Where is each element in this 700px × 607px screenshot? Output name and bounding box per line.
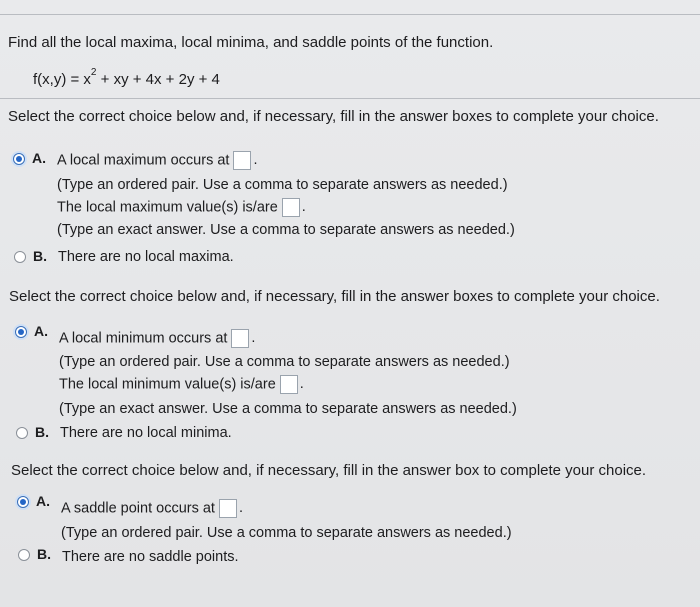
maxima-a-line3 xyxy=(57,198,306,217)
function-lhs: f(x,y) = x xyxy=(33,71,91,88)
radio-maxima-a[interactable] xyxy=(13,153,25,165)
period: . xyxy=(301,199,306,216)
choice-letter-b: B. xyxy=(33,248,47,264)
instruction-maxima: Select the correct choice below and, if necessary, fill in the answer boxes to complete your choice. xyxy=(8,108,659,125)
period: . xyxy=(253,152,258,169)
maxima-a-hint2: (Type an exact answer. Use a comma to separate answers as needed.) xyxy=(57,222,515,238)
local-min-value-input[interactable] xyxy=(280,375,298,394)
period: . xyxy=(299,376,304,393)
choice-letter-b: B. xyxy=(35,424,49,440)
minima-a-line3 xyxy=(59,375,304,394)
saddle-point-input[interactable] xyxy=(219,499,237,518)
radio-saddle-b[interactable] xyxy=(18,549,30,561)
local-min-point-input[interactable] xyxy=(231,329,249,348)
local-max-value-input[interactable] xyxy=(282,198,300,217)
saddle-b-text: There are no saddle points. xyxy=(62,549,239,565)
choice-letter-a: A. xyxy=(34,323,48,339)
radio-minima-b[interactable] xyxy=(16,427,28,439)
local-max-point-input[interactable] xyxy=(233,151,251,170)
minima-a-text: A local minimum occurs at xyxy=(59,330,228,347)
top-divider xyxy=(0,14,700,15)
choice-letter-a: A. xyxy=(32,150,46,166)
minima-a-line1 xyxy=(59,329,255,348)
minima-a-hint2: (Type an exact answer. Use a comma to separate answers as needed.) xyxy=(59,401,517,417)
saddle-a-hint1: (Type an ordered pair. Use a comma to separate answers as needed.) xyxy=(61,525,512,541)
function-rhs: + xy + 4x + 2y + 4 xyxy=(96,71,220,88)
radio-minima-a[interactable] xyxy=(15,326,27,338)
choice-letter-a: A. xyxy=(36,493,50,509)
period: . xyxy=(238,500,243,517)
instruction-minima: Select the correct choice below and, if necessary, fill in the answer boxes to complete your choice. xyxy=(9,288,660,305)
instruction-saddle: Select the correct choice below and, if necessary, fill in the answer box to complete your choice. xyxy=(11,462,647,479)
saddle-a-text: A saddle point occurs at xyxy=(61,500,215,517)
section-divider xyxy=(0,98,700,99)
saddle-a-line1 xyxy=(61,499,243,518)
maxima-a-line1 xyxy=(57,151,257,170)
minima-b-text: There are no local minima. xyxy=(60,425,232,441)
question-prompt: Find all the local maxima, local minima, and saddle points of the function. xyxy=(8,34,494,51)
minima-value-text: The local minimum value(s) is/are xyxy=(59,376,276,393)
maxima-a-hint1: (Type an ordered pair. Use a comma to separate answers as needed.) xyxy=(57,177,508,193)
maxima-b-text: There are no local maxima. xyxy=(58,249,234,265)
radio-saddle-a[interactable] xyxy=(17,496,29,508)
minima-a-hint1: (Type an ordered pair. Use a comma to separate answers as needed.) xyxy=(59,354,510,370)
radio-maxima-b[interactable] xyxy=(14,251,26,263)
period: . xyxy=(251,330,256,347)
function-expression xyxy=(33,67,220,88)
function-exponent: 2 xyxy=(90,67,97,78)
maxima-a-text: A local maximum occurs at xyxy=(57,152,230,169)
choice-letter-b: B. xyxy=(37,546,51,562)
maxima-value-text: The local maximum value(s) is/are xyxy=(57,199,278,216)
